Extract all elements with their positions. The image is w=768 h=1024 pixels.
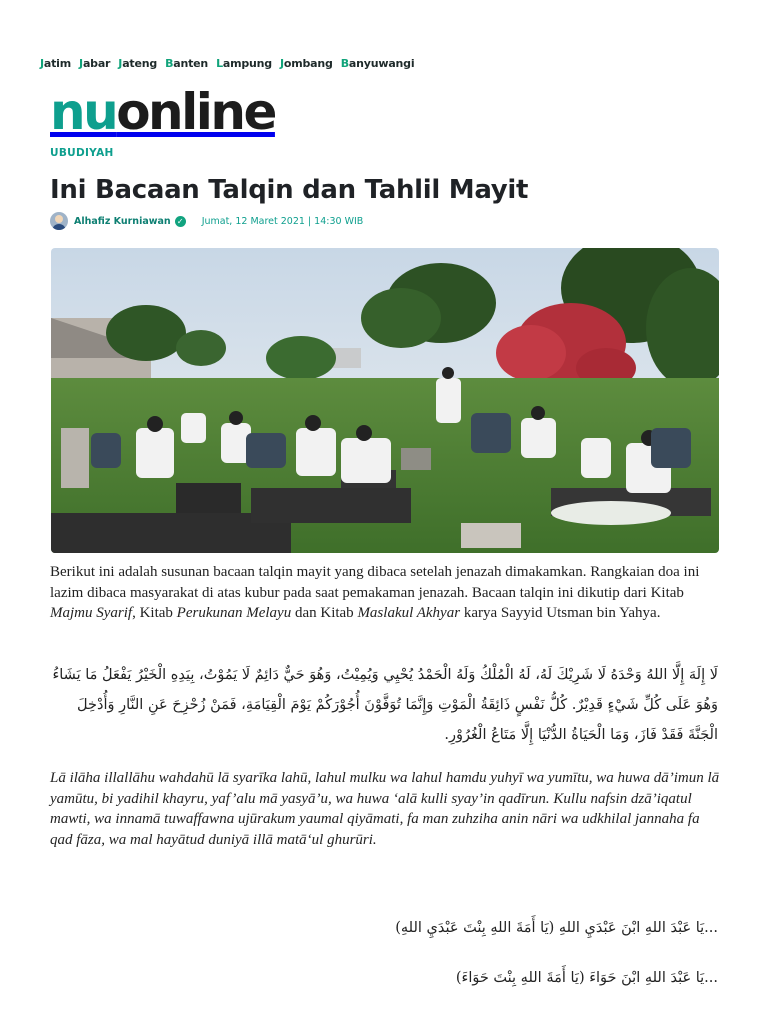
arabic-line-1: ...يَا عَبْدَ اللهِ ابْنَ عَبْدَيِ اللهِ (يَا أَمَةَ اللهِ بِنْتَ عَبْدَيِ اللهِ) (395, 920, 718, 936)
publish-date: Jumat, 12 Maret 2021 | 14:30 WIB (201, 215, 364, 227)
regional-link-jateng[interactable]: Jateng (118, 57, 158, 70)
arabic-text-block: لَا إِلَهَ إِلَّا اللهُ وَحْدَهُ لَا شَرِيْكَ لَهُ، لَهُ الْمُلْكُ وَلَهُ الْحَمْدُ يُحْيِي وَيُمِيْتُ، وَهُوَ حَيٌّ دَائِمٌ لَا يَمُوْتُ، بِيَدِهِ الْخَيْرُ يَفْعَلُ مَا يَشَاءُ وَهُوَ عَلَى كُلِّ شَيْءٍ قَدِيْرٌ. كُلُّ نَفْسٍ ذَائِقَةُ الْمَوْتِ وَإِنَّمَا تُوَفَّوْنَ أُجُوْرَكُمْ يَوْمَ الْقِيَامَةِ، فَمَنْ زُحْزِحَ عَنِ النَّارِ وَأُدْخِلَ الْجَنَّةَ فَقَدْ فَازَ، وَمَا الْحَيَاةُ الدُّنْيَا إِلَّا مَتَاعُ الْغُرُوْرِ. (52, 667, 718, 743)
regional-nav (40, 57, 414, 70)
logo-nu: nu (50, 83, 117, 141)
verified-check-icon: ✓ (175, 216, 186, 227)
regional-link-banten[interactable]: Banten (165, 57, 209, 70)
byline (50, 212, 363, 230)
article-title: Ini Bacaan Talqin dan Tahlil Mayit (50, 175, 529, 205)
regional-link-jombang[interactable]: Jombang (279, 57, 333, 70)
regional-link-banyuwangi[interactable]: Banyuwangi (340, 57, 415, 70)
regional-link-lampung[interactable]: Lampung (216, 57, 272, 70)
transliteration-block: Lā ilāha illallāhu wahdahū lā syarīka lahū, lahul mulku wa lahul hamdu yuhyī wa yumītu, wa huwa dā’imun lā yamūtu, bi yadihil khayru, yaf’alu mā yasyā’u, wa huwa ‘alā kulli syay’in qadīrun. Kullu nafsin dzā’iqatul mawti, wa innamā tuwaffawna ujūrakum yaumal qiyāmati, fa man zuhziha anin nāri wa udkhilal jannaha fa qad fāza, wa mal hayātud duniyā illā matā‘ul ghurūri. (50, 770, 720, 848)
author-name[interactable]: Alhafiz Kurniawan (74, 215, 171, 227)
regional-link-jabar[interactable]: Jabar (79, 57, 111, 70)
arabic-line-2: ...يَا عَبْدَ اللهِ ابْنَ حَوَاءَ (يَا أَمَةَ اللهِ بِنْتَ حَوَاءَ) (455, 970, 718, 986)
logo-online: online (116, 83, 275, 141)
article-photo (51, 248, 719, 553)
regional-link-jatim[interactable]: Jatim (40, 57, 72, 70)
author-avatar[interactable] (50, 212, 68, 230)
site-logo[interactable] (50, 82, 275, 142)
intro-paragraph: Berikut ini adalah susunan bacaan talqin mayit yang dibaca setelah jenazah dimakamkan. Rangkaian doa ini lazim dibaca masyarakat di atas kubur pada saat pemakaman jenazah. Bacaan talqin ini dikutip dari Kitab Majmu Syarif, Kitab Perukunan Melayu dan Kitab Maslakul Akhyar karya Sayyid Utsman bin Yahya. (50, 564, 700, 621)
category-link[interactable]: UBUDIYAH (50, 147, 114, 159)
